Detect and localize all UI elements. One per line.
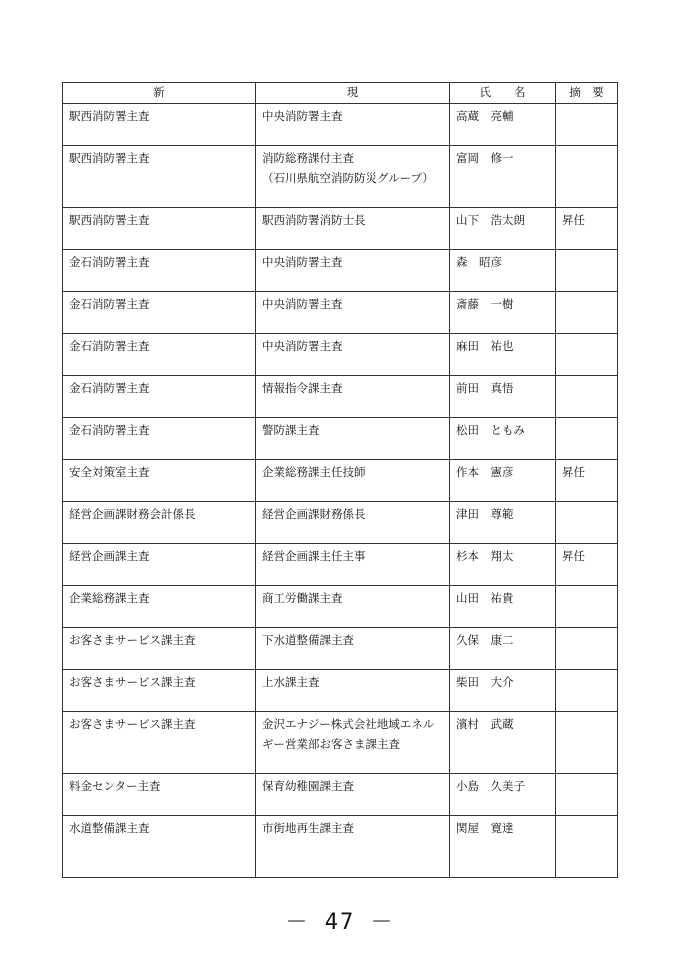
- table-row: [63, 250, 618, 292]
- cell-name: 柴田 大介: [450, 670, 556, 712]
- cell-note: [556, 376, 618, 418]
- cell-current-position: 中央消防署主査: [256, 334, 450, 376]
- table-header-row: [63, 83, 618, 104]
- cell-new-position: お客さまサービス課主査: [63, 712, 256, 774]
- cell-current-position: 中央消防署主査: [256, 292, 450, 334]
- table-row: [63, 544, 618, 586]
- cell-current-position: 中央消防署主査: [256, 250, 450, 292]
- cell-note: [556, 292, 618, 334]
- cell-name: 高蔵 亮輔: [450, 104, 556, 146]
- table-row: [63, 376, 618, 418]
- page-number: － 47 －: [285, 910, 395, 935]
- cell-note: [556, 146, 618, 208]
- cell-new-position: 料金センター主査: [63, 774, 256, 816]
- cell-note: [556, 502, 618, 544]
- cell-new-position: 安全対策室主査: [63, 460, 256, 502]
- cell-new-position: 金石消防署主査: [63, 334, 256, 376]
- cell-new-position: 駅西消防署主査: [63, 104, 256, 146]
- cell-note: [556, 712, 618, 774]
- table-row: [63, 670, 618, 712]
- table-row: [63, 104, 618, 146]
- table-row: [63, 586, 618, 628]
- table-row: [63, 418, 618, 460]
- cell-new-position: お客さまサービス課主査: [63, 670, 256, 712]
- cell-note: 昇任: [556, 460, 618, 502]
- table-row: [63, 334, 618, 376]
- cell-current-position: 企業総務課主任技師: [256, 460, 450, 502]
- cell-note: [556, 104, 618, 146]
- cell-new-position: 経営企画課財務会計係長: [63, 502, 256, 544]
- table-row: [63, 292, 618, 334]
- cell-name: 濱村 武蔵: [450, 712, 556, 774]
- table-row: [63, 146, 618, 208]
- cell-current-position: 商工労働課主査: [256, 586, 450, 628]
- cell-new-position: 企業総務課主査: [63, 586, 256, 628]
- cell-current-position: 情報指令課主査: [256, 376, 450, 418]
- table-row: [63, 816, 618, 878]
- cell-current-position: 消防総務課付主査 （石川県航空消防防災グループ）: [256, 146, 450, 208]
- cell-note: [556, 586, 618, 628]
- table-row: [63, 774, 618, 816]
- cell-name: 山田 祐貴: [450, 586, 556, 628]
- cell-note: [556, 628, 618, 670]
- table-row: [63, 712, 618, 774]
- cell-name: 斎藤 一樹: [450, 292, 556, 334]
- table-row: [63, 502, 618, 544]
- table-row: [63, 208, 618, 250]
- cell-new-position: 駅西消防署主査: [63, 208, 256, 250]
- cell-note: 昇任: [556, 208, 618, 250]
- cell-note: [556, 250, 618, 292]
- roster-body: [63, 104, 618, 878]
- cell-new-position: お客さまサービス課主査: [63, 628, 256, 670]
- cell-new-position: 駅西消防署主査: [63, 146, 256, 208]
- cell-new-position: 金石消防署主査: [63, 376, 256, 418]
- cell-current-position: 中央消防署主査: [256, 104, 450, 146]
- cell-name: 杉本 翔太: [450, 544, 556, 586]
- cell-note: [556, 418, 618, 460]
- table-row: [63, 628, 618, 670]
- cell-name: 森 昭彦: [450, 250, 556, 292]
- cell-name: 前田 真悟: [450, 376, 556, 418]
- cell-current-position: 下水道整備課主査: [256, 628, 450, 670]
- cell-new-position: 水道整備課主査: [63, 816, 256, 878]
- cell-name: 津田 尊範: [450, 502, 556, 544]
- cell-note: [556, 816, 618, 878]
- cell-current-position: 経営企画課主任主事: [256, 544, 450, 586]
- cell-new-position: 経営企画課主査: [63, 544, 256, 586]
- cell-current-position: 金沢エナジー株式会社地域エネルギー営業部お客さま課主査: [256, 712, 450, 774]
- cell-current-position: 保育幼稚園課主査: [256, 774, 450, 816]
- header-new-position: 新: [63, 83, 256, 104]
- cell-name: 松田 ともみ: [450, 418, 556, 460]
- cell-name: 麻田 祐也: [450, 334, 556, 376]
- cell-new-position: 金石消防署主査: [63, 250, 256, 292]
- cell-current-position: 市街地再生課主査: [256, 816, 450, 878]
- cell-note: [556, 774, 618, 816]
- cell-note: [556, 670, 618, 712]
- cell-new-position: 金石消防署主査: [63, 292, 256, 334]
- cell-current-position: 駅西消防署消防士長: [256, 208, 450, 250]
- cell-name: 山下 浩太朗: [450, 208, 556, 250]
- cell-name: 関屋 寛達: [450, 816, 556, 878]
- header-name: 氏 名: [450, 83, 556, 104]
- cell-name: 作本 憲彦: [450, 460, 556, 502]
- personnel-roster-table: [62, 82, 618, 878]
- cell-name: 久保 康二: [450, 628, 556, 670]
- header-note: 摘 要: [556, 83, 618, 104]
- table-row: [63, 460, 618, 502]
- header-current-position: 現: [256, 83, 450, 104]
- cell-note: 昇任: [556, 544, 618, 586]
- cell-note: [556, 334, 618, 376]
- cell-name: 小島 久美子: [450, 774, 556, 816]
- cell-current-position: 上水課主査: [256, 670, 450, 712]
- cell-current-position: 経営企画課財務係長: [256, 502, 450, 544]
- cell-name: 富岡 修一: [450, 146, 556, 208]
- cell-new-position: 金石消防署主査: [63, 418, 256, 460]
- cell-current-position: 警防課主査: [256, 418, 450, 460]
